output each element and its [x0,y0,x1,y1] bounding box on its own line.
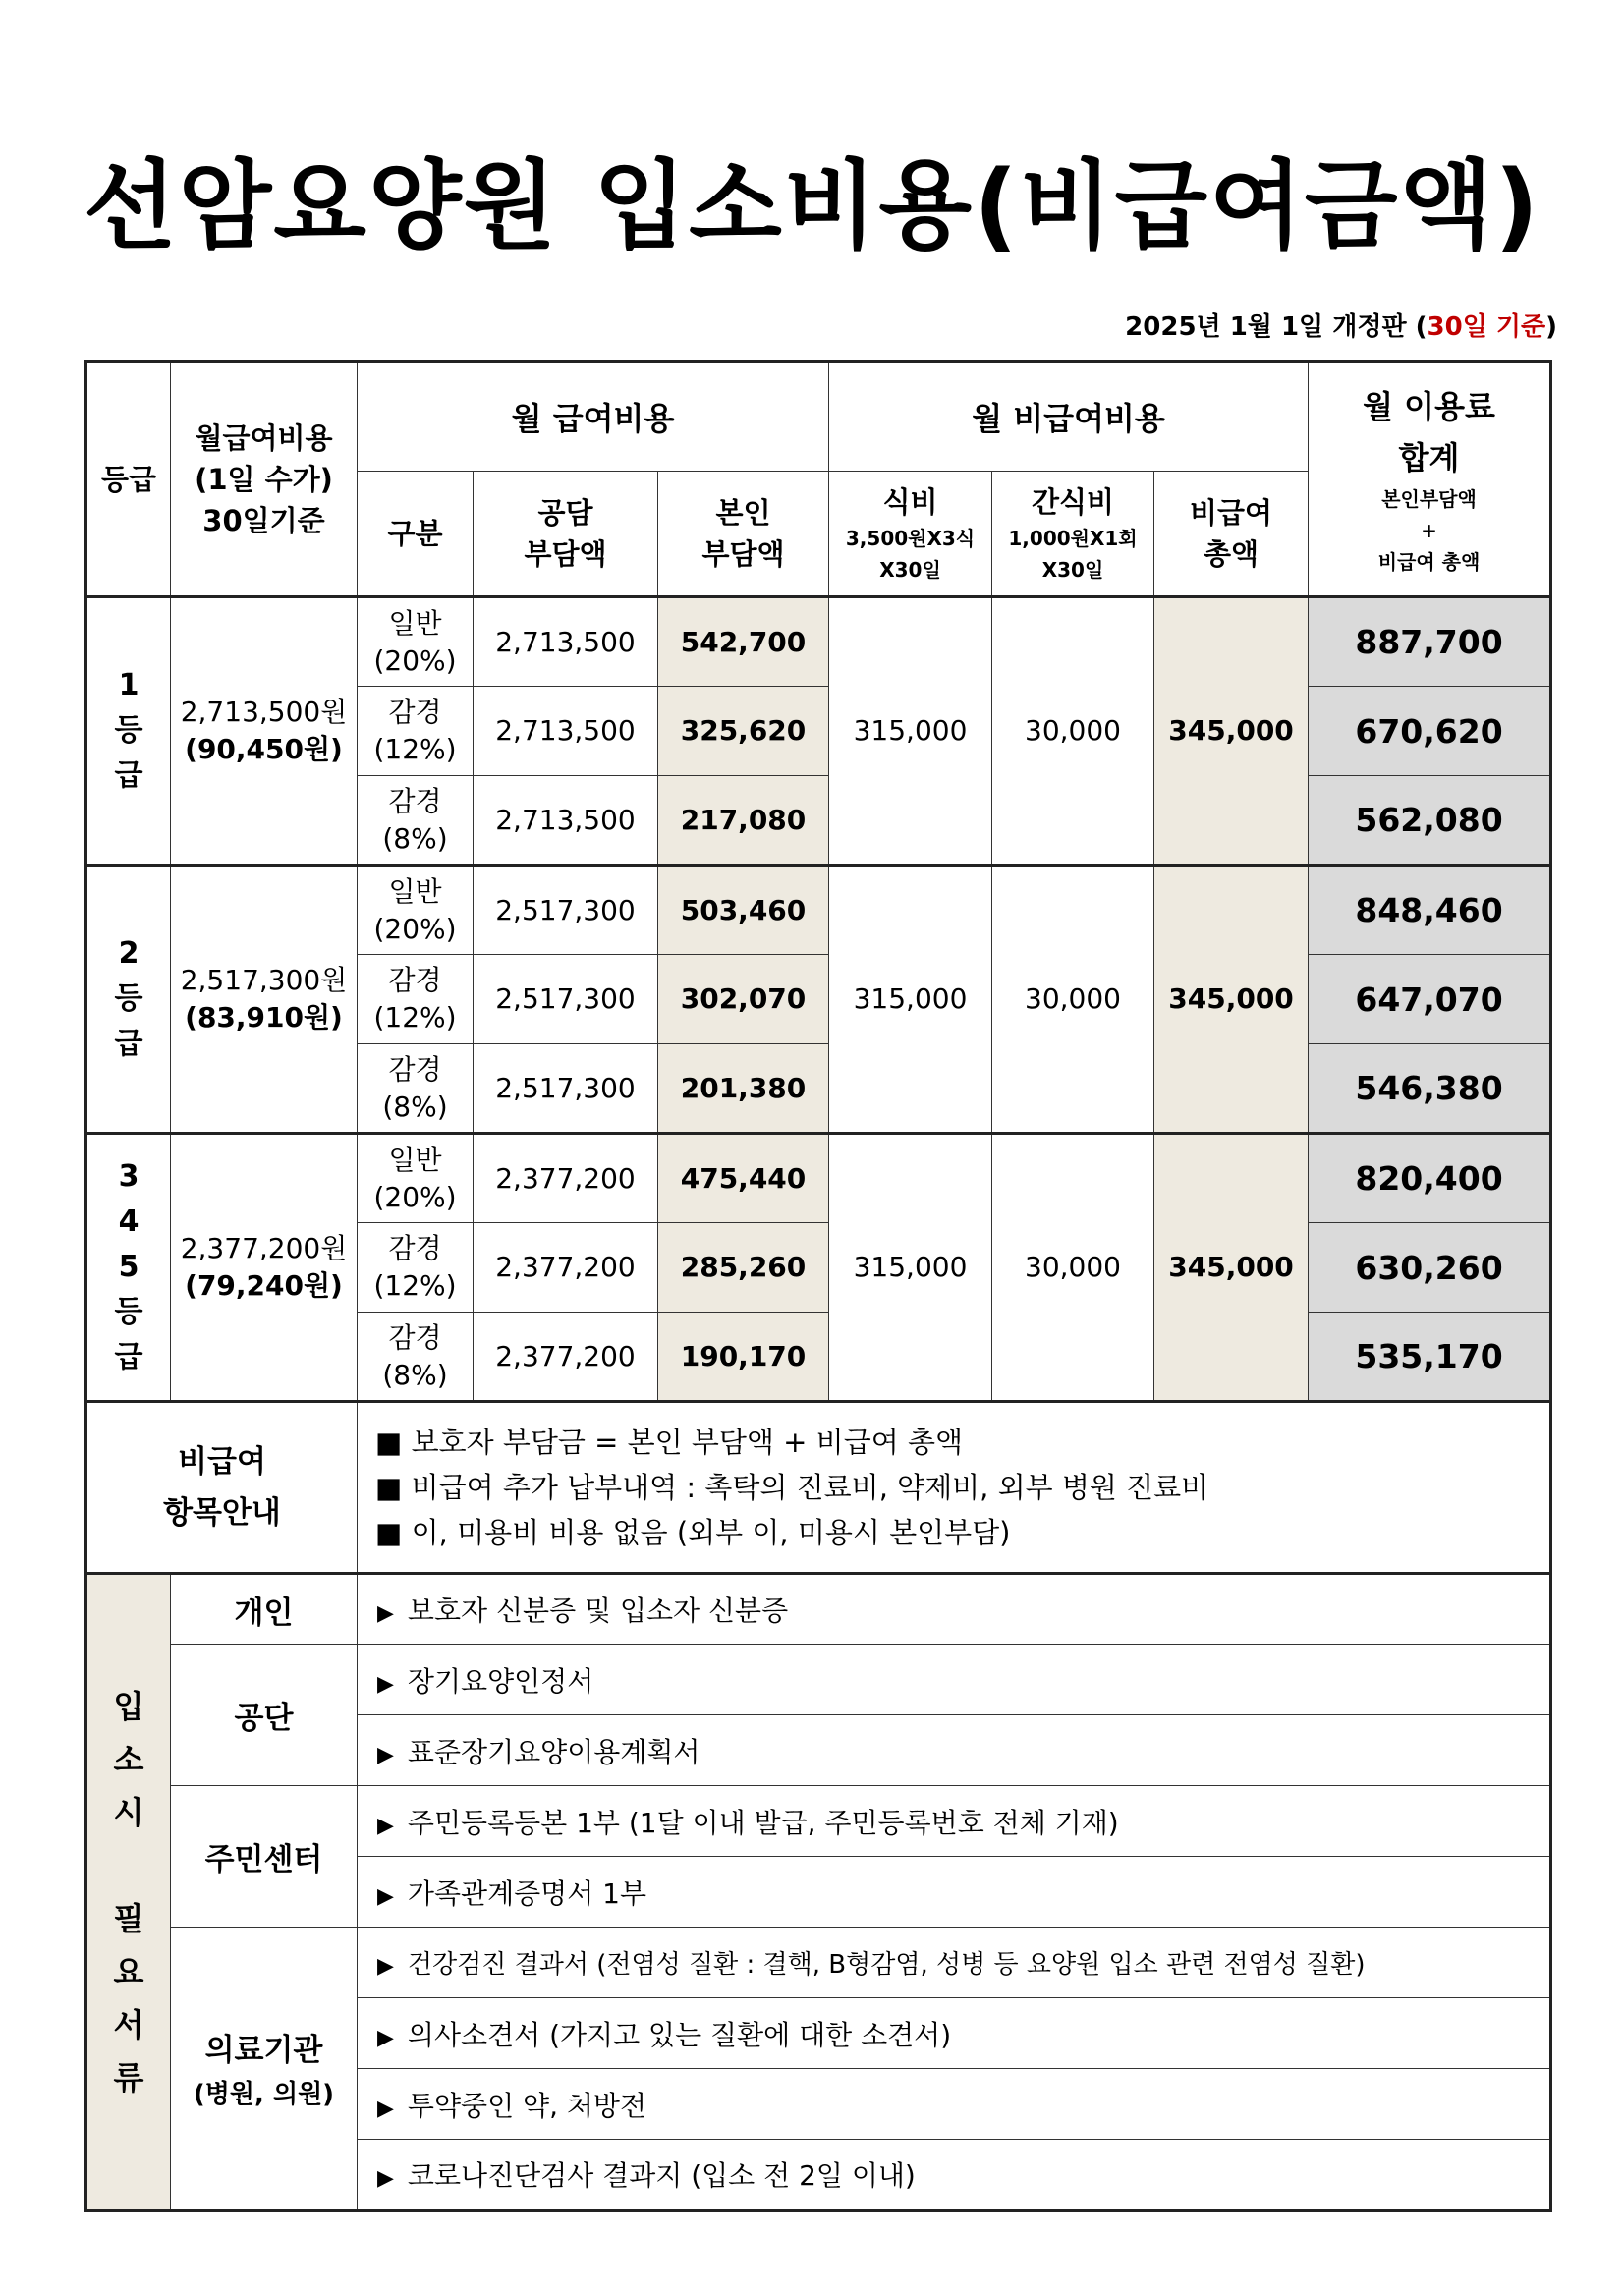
header-category: 구분 [358,472,474,597]
doc-item: ▶ 의사소견서 (가지고 있는 질환에 대한 소견서) [358,1998,1551,2069]
row-public: 2,713,500 [474,597,658,687]
row-self: 325,620 [658,687,829,776]
header-public: 공담 부담액 [474,472,658,597]
grade-label: 3 4 5 등 급 [86,1134,171,1402]
doc-item: ▶ 보호자 신분증 및 입소자 신분증 [358,1574,1551,1645]
bullet-arrow-icon: ▶ [377,2025,394,2050]
bullet-arrow-icon: ▶ [377,1601,394,1626]
row-public: 2,377,200 [474,1313,658,1402]
meal-cost: 315,000 [829,866,992,1134]
row-public: 2,713,500 [474,687,658,776]
header-grade: 등급 [86,362,171,597]
doc-item: ▶ 가족관계증명서 1부 [358,1857,1551,1928]
bullet-arrow-icon: ▶ [377,1813,394,1838]
row-type: 감경 (8%) [358,1044,474,1134]
snack-cost: 30,000 [992,1134,1154,1402]
page-title: 선암요양원 입소비용(비급여금액) [83,150,1541,262]
header-total: 월 이용료 합계 본인부담액 + 비급여 총액 [1309,362,1551,597]
doc-item: ▶ 표준장기요양이용계획서 [358,1715,1551,1786]
row-public: 2,377,200 [474,1223,658,1313]
row-public: 2,713,500 [474,776,658,866]
nonbenefit-total: 345,000 [1154,866,1309,1134]
nonbenefit-info-list [358,1402,1551,1574]
row-total: 535,170 [1309,1313,1551,1402]
doc-item: ▶ 투약중인 약, 처방전 [358,2069,1551,2140]
grade-benefit: 2,377,200원 (79,240원) [171,1134,358,1402]
row-total: 670,620 [1309,687,1551,776]
row-public: 2,517,300 [474,955,658,1044]
doc-item: ▶ 코로나진단검사 결과지 (입소 전 2일 이내) [358,2140,1551,2211]
row-type: 감경 (8%) [358,776,474,866]
row-type: 감경 (12%) [358,955,474,1044]
info-item: ■ 이, 미용비 비용 없음 (외부 이, 미용시 본인부담) [375,1516,1011,1549]
header-snack: 간식비 1,000원X1회 X30일 [992,472,1154,597]
row-total: 820,400 [1309,1134,1551,1223]
fee-table [84,360,1552,2212]
row-type: 일반 (20%) [358,1134,474,1223]
bullet-arrow-icon: ▶ [377,1954,394,1979]
row-type: 일반 (20%) [358,597,474,687]
row-public: 2,517,300 [474,866,658,955]
row-type: 일반 (20%) [358,866,474,955]
header-nonbenefit-total: 비급여 총액 [1154,472,1309,597]
bullet-arrow-icon: ▶ [377,1883,394,1909]
edition-note: 2025년 1월 1일 개정판 (30일 기준) [1125,312,1557,342]
row-self: 201,380 [658,1044,829,1134]
grade-label: 2 등 급 [86,866,171,1134]
row-self: 190,170 [658,1313,829,1402]
row-type: 감경 (12%) [358,687,474,776]
header-self: 본인 부담액 [658,472,829,597]
bullet-arrow-icon: ▶ [377,1742,394,1767]
row-type: 감경 (12%) [358,1223,474,1313]
doc-item: ▶ 주민등록등본 1부 (1달 이내 발급, 주민등록번호 전체 기재) [358,1786,1551,1857]
row-self: 217,080 [658,776,829,866]
row-total: 887,700 [1309,597,1551,687]
doc-item: ▶ 장기요양인정서 [358,1645,1551,1715]
meal-cost: 315,000 [829,597,992,866]
grade-benefit: 2,713,500원 (90,450원) [171,597,358,866]
row-total: 848,460 [1309,866,1551,955]
header-nonbenefit-cost: 월 비급여비용 [829,362,1309,472]
row-self: 302,070 [658,955,829,1044]
row-total: 546,380 [1309,1044,1551,1134]
header-meal: 식비 3,500원X3식 X30일 [829,472,992,597]
bullet-arrow-icon: ▶ [377,1671,394,1697]
nonbenefit-total: 345,000 [1154,1134,1309,1402]
info-item: ■ 비급여 추가 납부내역 : 촉탁의 진료비, 약제비, 외부 병원 진료비 [375,1471,1209,1504]
doc-group-community-center: 주민센터 [171,1786,358,1928]
nonbenefit-total: 345,000 [1154,597,1309,866]
row-self: 503,460 [658,866,829,955]
row-self: 285,260 [658,1223,829,1313]
row-type: 감경 (8%) [358,1313,474,1402]
doc-item: ▶ 건강검진 결과서 (전염성 질환 : 결핵, B형감염, 성병 등 요양원 입소 관련 전염성 질환) [358,1928,1551,1998]
row-self: 542,700 [658,597,829,687]
row-public: 2,517,300 [474,1044,658,1134]
info-item: ■ 보호자 부담금 = 본인 부담액 + 비급여 총액 [375,1426,963,1459]
doc-group-medical: 의료기관 (병원, 의원) [171,1928,358,2211]
header-benefit-cost: 월 급여비용 [358,362,829,472]
nonbenefit-info-label: 비급여 항목안내 [86,1402,358,1574]
bullet-arrow-icon: ▶ [377,2096,394,2121]
header-monthly-benefit: 월급여비용 (1일 수가) 30일기준 [171,362,358,597]
snack-cost: 30,000 [992,866,1154,1134]
row-public: 2,377,200 [474,1134,658,1223]
row-total: 630,260 [1309,1223,1551,1313]
documents-label: 입 소 시 필 요 서 류 [86,1574,171,2211]
grade-benefit: 2,517,300원 (83,910원) [171,866,358,1134]
row-total: 647,070 [1309,955,1551,1044]
row-total: 562,080 [1309,776,1551,866]
grade-label: 1 등 급 [86,597,171,866]
meal-cost: 315,000 [829,1134,992,1402]
bullet-arrow-icon: ▶ [377,2166,394,2191]
doc-group-personal: 개인 [171,1574,358,1645]
doc-group-nhis: 공단 [171,1645,358,1786]
row-self: 475,440 [658,1134,829,1223]
snack-cost: 30,000 [992,597,1154,866]
